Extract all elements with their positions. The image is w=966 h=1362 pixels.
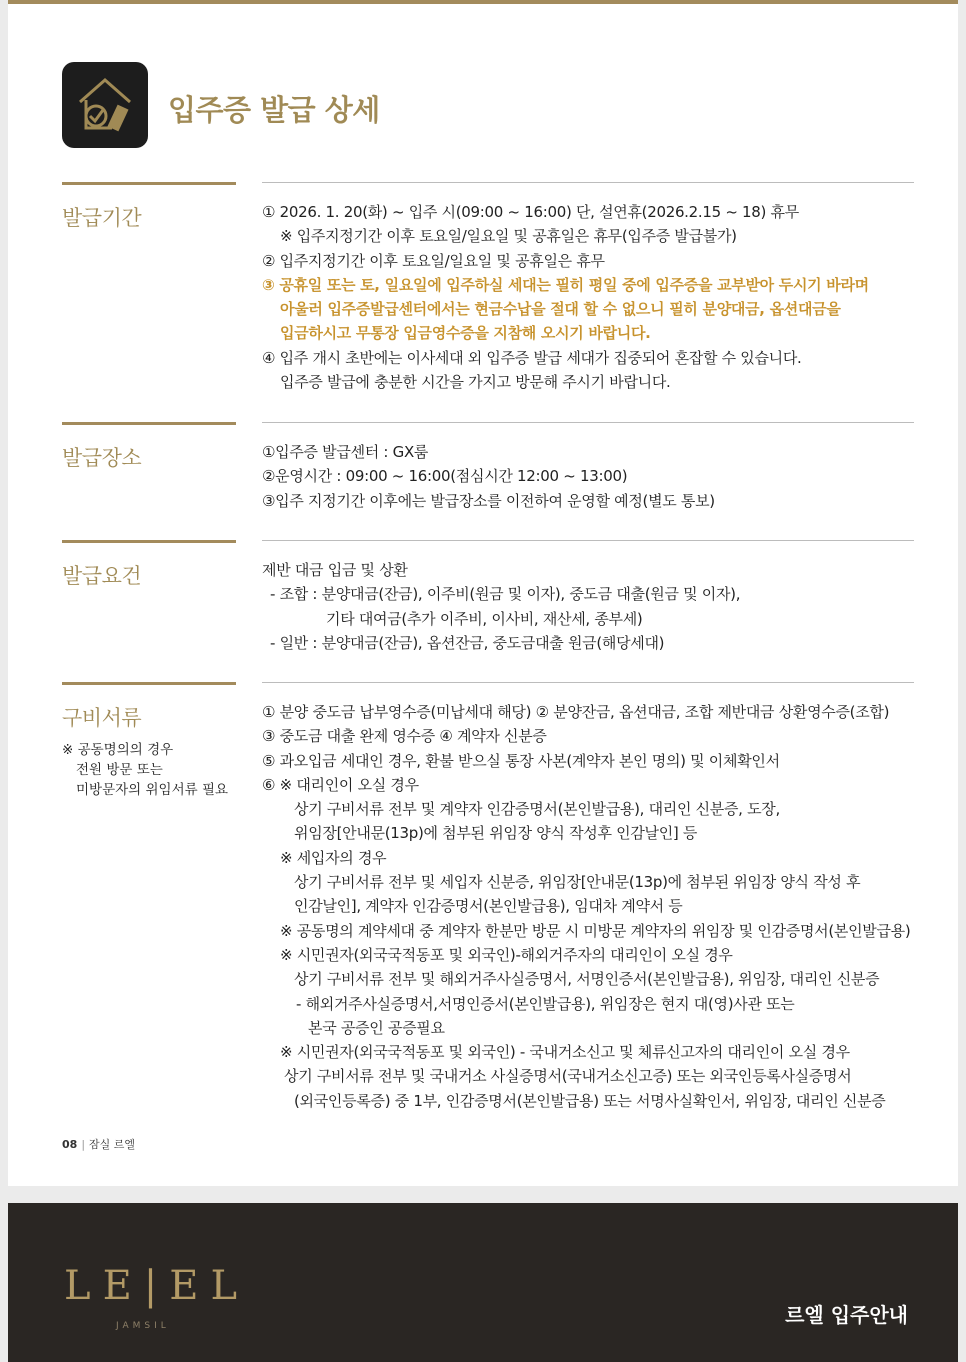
body-line: ① 분양 중도금 납부영수증(미납세대 해당) ② 분양잔금, 옵션대금, 조합 제반대금 상환영수증(조합) [262, 703, 890, 721]
body-line: ※ 시민권자(외국국적동포 및 외국인) - 국내거소신고 및 체류신고자의 대리인이 오실 경우 [280, 1043, 850, 1062]
section-label: 발급기간 [62, 206, 142, 230]
body-line: ※ 공동명의 계약세대 중 계약자 한분만 방문 시 미방문 계약자의 위임장 및 인감증명서(본인발급용) [280, 921, 911, 940]
page-footer: 08 | 잠실 르엘 [62, 1138, 136, 1151]
section-note-line: 미방문자의 위임서류 필요 [76, 782, 229, 798]
body-line: 입금하시고 무통장 입금영수증을 지참해 오시기 바랍니다. [280, 324, 651, 343]
section-body [262, 558, 922, 655]
section-rule-right [262, 682, 914, 683]
body-line: ③입주 지정기간 이후에는 발급장소를 이전하여 운영할 예정(별도 통보) [262, 491, 715, 510]
body-line: 기타 대여금(추가 이주비, 이사비, 재산세, 종부세) [326, 609, 643, 628]
page-title: 입주증 발급 상세 [168, 93, 380, 127]
guide-label: 르엘 입주안내 [785, 1303, 908, 1327]
body-line: ②운영시간 : 09:00 ~ 16:00(점심시간 12:00 ~ 13:00) [262, 467, 628, 486]
body-line: 본국 공증인 공증필요 [308, 1018, 445, 1037]
section-rule-right [262, 540, 914, 541]
body-line: - 해외거주사실증명서,서명인증서(본인발급용), 위임장은 현지 대(영)사관 또는 [296, 994, 795, 1013]
body-line: 상기 구비서류 전부 및 계약자 인감증명서(본인발급용), 대리인 신분증, 도장, [294, 800, 780, 819]
body-line: 입주증 발급에 충분한 시간을 가지고 방문해 주시기 바랍니다. [280, 373, 671, 392]
section-rule-left [62, 682, 236, 685]
body-line: - 일반 : 분양대금(잔금), 옵션잔금, 중도금대출 원금(해당세대) [270, 633, 665, 652]
body-line: ①입주증 발급센터 : GX룸 [262, 443, 429, 461]
section-body [262, 700, 922, 1113]
section-label: 발급요건 [62, 564, 142, 588]
section-label: 발급장소 [62, 446, 142, 470]
section-rule-left [62, 182, 236, 185]
section-body [262, 200, 922, 394]
house-check-icon [62, 62, 148, 148]
body-line: ※ 입주지정기간 이후 토요일/일요일 및 공휴일은 휴무(입주증 발급불가) [280, 227, 737, 246]
section-rule-left [62, 422, 236, 425]
body-line: ※ 세입자의 경우 [280, 848, 387, 867]
section-rule-right [262, 422, 914, 423]
body-line: ① 2026. 1. 20(화) ~ 입주 시(09:00 ~ 16:00) 단, 설연휴(2026.2.15 ~ 18) 휴무 [262, 203, 799, 221]
section-rule-left [62, 540, 236, 543]
document-page [8, 0, 958, 1186]
section-rule-right [262, 182, 914, 183]
section-note [62, 740, 252, 800]
body-line: ⑥ ※ 대리인이 오실 경우 [262, 775, 419, 794]
section-body [262, 440, 922, 513]
brand-logo: LE|EL [64, 1263, 249, 1309]
section-label: 구비서류 [62, 706, 142, 730]
body-line: 위임장[안내문(13p)에 첨부된 위임장 양식 작성후 인감날인] 등 [294, 824, 698, 843]
body-line: - 조합 : 분양대금(잔금), 이주비(원금 및 이자), 중도금 대출(원금 및 이자), [270, 585, 741, 604]
body-line: ② 입주지정기간 이후 토요일/일요일 및 공휴일은 휴무 [262, 251, 605, 270]
body-line: ⑤ 과오입금 세대인 경우, 환불 받으실 통장 사본(계약자 본인 명의) 및 이체확인서 [262, 751, 780, 770]
body-line: 상기 구비서류 전부 및 세입자 신분증, 위임장[안내문(13p)에 첨부된 위임장 양식 작성 후 [294, 873, 861, 892]
section-note-line: ※ 공동명의의 경우 [62, 742, 174, 758]
page-number: 08 [62, 1138, 78, 1151]
site-name: 잠실 르엘 [89, 1138, 136, 1151]
bottom-bar [8, 1203, 958, 1362]
body-line: (외국인등록증) 중 1부, 인감증명서(본인발급용) 또는 서명사실확인서, 위임장, 대리인 신분증 [294, 1091, 886, 1110]
body-line: ④ 입주 개시 초반에는 이사세대 외 입주증 발급 세대가 집중되어 혼잡할 수 있습니다. [262, 348, 802, 367]
brand-logo-sub: JAMSIL [116, 1321, 170, 1331]
body-line: 상기 구비서류 전부 및 국내거소 사실증명서(국내거소신고증) 또는 외국인등록사실증명서 [284, 1067, 852, 1086]
body-line: ③ 공휴일 또는 토, 일요일에 입주하실 세대는 필히 평일 중에 입주증을 교부받아 두시기 바라며 [262, 275, 869, 294]
body-line: ③ 중도금 대출 완제 영수증 ④ 계약자 신분증 [262, 727, 547, 746]
body-line: 아울러 입주증발급센터에서는 현금수납을 절대 할 수 없으니 필히 분양대금, 옵션대금을 [280, 300, 841, 319]
body-line: 상기 구비서류 전부 및 해외거주사실증명서, 서명인증서(본인발급용), 위임장, 대리인 신분증 [294, 970, 880, 989]
section-note-line: 전원 방문 또는 [76, 762, 163, 778]
body-line: 인감날인], 계약자 인감증명서(본인발급용), 임대차 계약서 등 [294, 897, 683, 916]
body-line: 제반 대금 입금 및 상환 [262, 561, 408, 579]
body-line: ※ 시민권자(외국국적동포 및 외국인)-해외거주자의 대리인이 오실 경우 [280, 945, 733, 964]
